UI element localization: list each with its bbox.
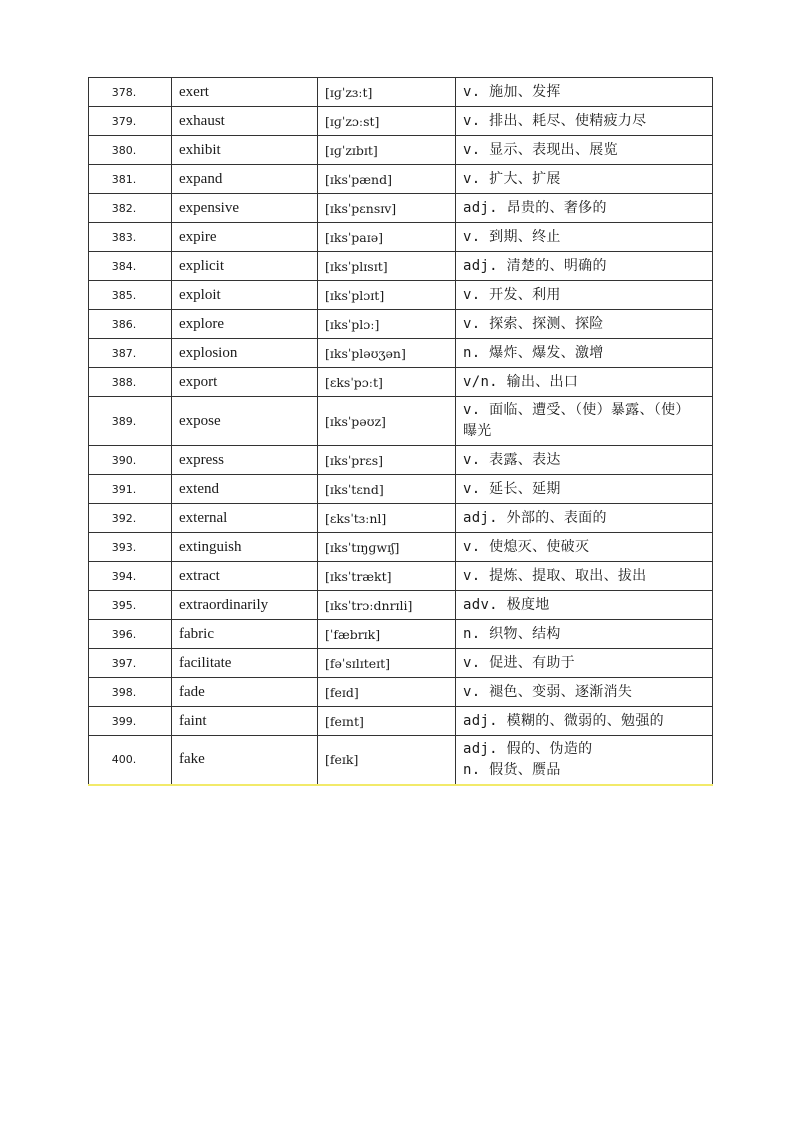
meaning-line: v. 探索、探测、探险 [463, 315, 604, 332]
table-row [89, 707, 713, 736]
entry-word: expose [172, 397, 318, 446]
entry-number: 389. [89, 397, 172, 446]
table-row [89, 194, 713, 223]
table-row [89, 475, 713, 504]
entry-number: 393. [89, 533, 172, 562]
meaning-line: v. 延长、延期 [463, 480, 561, 497]
table-row [89, 252, 713, 281]
entry-word: expand [172, 165, 318, 194]
vocabulary-table [88, 77, 713, 786]
entry-meaning [456, 475, 713, 504]
entry-phonetic: [ɛksˈpɔːt] [318, 368, 456, 397]
meaning-line: v. 扩大、扩展 [463, 170, 561, 187]
entry-word: fabric [172, 620, 318, 649]
entry-number: 385. [89, 281, 172, 310]
table-row [89, 136, 713, 165]
entry-number: 396. [89, 620, 172, 649]
entry-number: 386. [89, 310, 172, 339]
entry-number: 400. [89, 736, 172, 785]
entry-word: fade [172, 678, 318, 707]
entry-phonetic: [ɪɡˈzɜːt] [318, 78, 456, 107]
entry-meaning [456, 339, 713, 368]
entry-number: 378. [89, 78, 172, 107]
entry-phonetic: [feɪnt] [318, 707, 456, 736]
table-row [89, 504, 713, 533]
table-row [89, 310, 713, 339]
entry-number: 394. [89, 562, 172, 591]
entry-phonetic: [ɪksˈprɛs] [318, 446, 456, 475]
entry-word: export [172, 368, 318, 397]
entry-phonetic: [ˈfæbrɪk] [318, 620, 456, 649]
meaning-line: v. 开发、利用 [463, 286, 561, 303]
entry-phonetic: [ɪksˈtɛnd] [318, 475, 456, 504]
entry-phonetic: [ɪɡˈzɔːst] [318, 107, 456, 136]
entry-number: 397. [89, 649, 172, 678]
meaning-line: adj. 昂贵的、奢侈的 [463, 199, 607, 216]
meaning-line: adj. 清楚的、明确的 [463, 257, 607, 274]
entry-word: explore [172, 310, 318, 339]
meaning-line: adj. 外部的、表面的 [463, 509, 607, 526]
entry-word: expire [172, 223, 318, 252]
table-row [89, 78, 713, 107]
table-row [89, 678, 713, 707]
entry-word: exhaust [172, 107, 318, 136]
entry-meaning [456, 165, 713, 194]
entry-phonetic: [ɪksˈplɪsɪt] [318, 252, 456, 281]
entry-meaning [456, 310, 713, 339]
entry-meaning [456, 562, 713, 591]
entry-phonetic: [feɪk] [318, 736, 456, 785]
entry-meaning [456, 368, 713, 397]
entry-word: extraordinarily [172, 591, 318, 620]
table-row [89, 368, 713, 397]
entry-meaning [456, 136, 713, 165]
entry-meaning [456, 252, 713, 281]
entry-word: expensive [172, 194, 318, 223]
entry-phonetic: [ɪksˈpləʊʒən] [318, 339, 456, 368]
entry-number: 395. [89, 591, 172, 620]
entry-word: extinguish [172, 533, 318, 562]
table-row [89, 165, 713, 194]
meaning-line: v. 施加、发挥 [463, 83, 561, 100]
entry-meaning [456, 620, 713, 649]
entry-number: 388. [89, 368, 172, 397]
table-row [89, 397, 713, 446]
entry-number: 399. [89, 707, 172, 736]
table-row [89, 591, 713, 620]
entry-meaning [456, 649, 713, 678]
entry-word: external [172, 504, 318, 533]
meaning-line: v. 到期、终止 [463, 228, 561, 245]
entry-number: 381. [89, 165, 172, 194]
meaning-line: v. 使熄灭、使破灭 [463, 538, 590, 555]
entry-word: explicit [172, 252, 318, 281]
table-row [89, 223, 713, 252]
entry-number: 392. [89, 504, 172, 533]
entry-phonetic: [ɪksˈpɛnsɪv] [318, 194, 456, 223]
entry-phonetic: [ɛksˈtɜːnl] [318, 504, 456, 533]
entry-meaning [456, 533, 713, 562]
meaning-line: adv. 极度地 [463, 596, 550, 613]
entry-meaning [456, 707, 713, 736]
entry-number: 384. [89, 252, 172, 281]
entry-phonetic: [ɪɡˈzɪbɪt] [318, 136, 456, 165]
entry-phonetic: [ɪksˈplɔɪt] [318, 281, 456, 310]
entry-phonetic: [feɪd] [318, 678, 456, 707]
meaning-line: n. 假货、赝品 [463, 761, 561, 778]
meaning-line: v/n. 输出、出口 [463, 373, 579, 390]
entry-meaning [456, 78, 713, 107]
entry-phonetic: [ɪksˈplɔː] [318, 310, 456, 339]
entry-meaning [456, 107, 713, 136]
table-row [89, 339, 713, 368]
meaning-line: v. 表露、表达 [463, 451, 561, 468]
entry-phonetic: [ɪksˈpænd] [318, 165, 456, 194]
table-row [89, 281, 713, 310]
table-row [89, 620, 713, 649]
entry-number: 398. [89, 678, 172, 707]
entry-meaning [456, 397, 713, 446]
entry-meaning [456, 736, 713, 785]
entry-word: facilitate [172, 649, 318, 678]
entry-word: exploit [172, 281, 318, 310]
meaning-line: v. 促进、有助于 [463, 654, 575, 671]
entry-phonetic: [ɪksˈtɪŋɡwɪʃ] [318, 533, 456, 562]
entry-phonetic: [ɪksˈtrɔːdnrɪli] [318, 591, 456, 620]
table-row [89, 446, 713, 475]
entry-meaning [456, 504, 713, 533]
entry-word: extend [172, 475, 318, 504]
meaning-line: adj. 假的、伪造的 [463, 740, 593, 757]
entry-meaning [456, 223, 713, 252]
meaning-line: v. 提炼、提取、取出、拔出 [463, 567, 647, 584]
entry-word: exert [172, 78, 318, 107]
table-row [89, 533, 713, 562]
table-row [89, 562, 713, 591]
entry-meaning [456, 678, 713, 707]
meaning-line: v. 褪色、变弱、逐渐消失 [463, 683, 633, 700]
table-row [89, 107, 713, 136]
entry-phonetic: [fəˈsɪlɪteɪt] [318, 649, 456, 678]
meaning-line: v. 显示、表现出、展览 [463, 141, 618, 158]
table-row [89, 649, 713, 678]
meaning-line: 曝光 [463, 423, 492, 439]
entry-word: fake [172, 736, 318, 785]
entry-phonetic: [ɪksˈpəʊz] [318, 397, 456, 446]
entry-word: extract [172, 562, 318, 591]
entry-phonetic: [ɪksˈpaɪə] [318, 223, 456, 252]
entry-word: explosion [172, 339, 318, 368]
entry-word: faint [172, 707, 318, 736]
meaning-line: n. 爆炸、爆发、激增 [463, 344, 604, 361]
entry-number: 383. [89, 223, 172, 252]
entry-word: exhibit [172, 136, 318, 165]
entry-number: 380. [89, 136, 172, 165]
meaning-line: v. 排出、耗尽、使精疲力尽 [463, 112, 647, 129]
meaning-line: adj. 模糊的、微弱的、勉强的 [463, 712, 664, 729]
entry-meaning [456, 446, 713, 475]
entry-number: 391. [89, 475, 172, 504]
entry-phonetic: [ɪksˈtrækt] [318, 562, 456, 591]
entry-word: express [172, 446, 318, 475]
entry-number: 387. [89, 339, 172, 368]
entry-meaning [456, 591, 713, 620]
entry-meaning [456, 281, 713, 310]
meaning-line: v. 面临、遭受、（使）暴露、（使） [463, 402, 690, 418]
table-row [89, 736, 713, 785]
meaning-line: n. 织物、结构 [463, 625, 561, 642]
entry-meaning [456, 194, 713, 223]
entry-number: 390. [89, 446, 172, 475]
entry-number: 379. [89, 107, 172, 136]
entry-number: 382. [89, 194, 172, 223]
vocabulary-table-body [89, 78, 713, 785]
